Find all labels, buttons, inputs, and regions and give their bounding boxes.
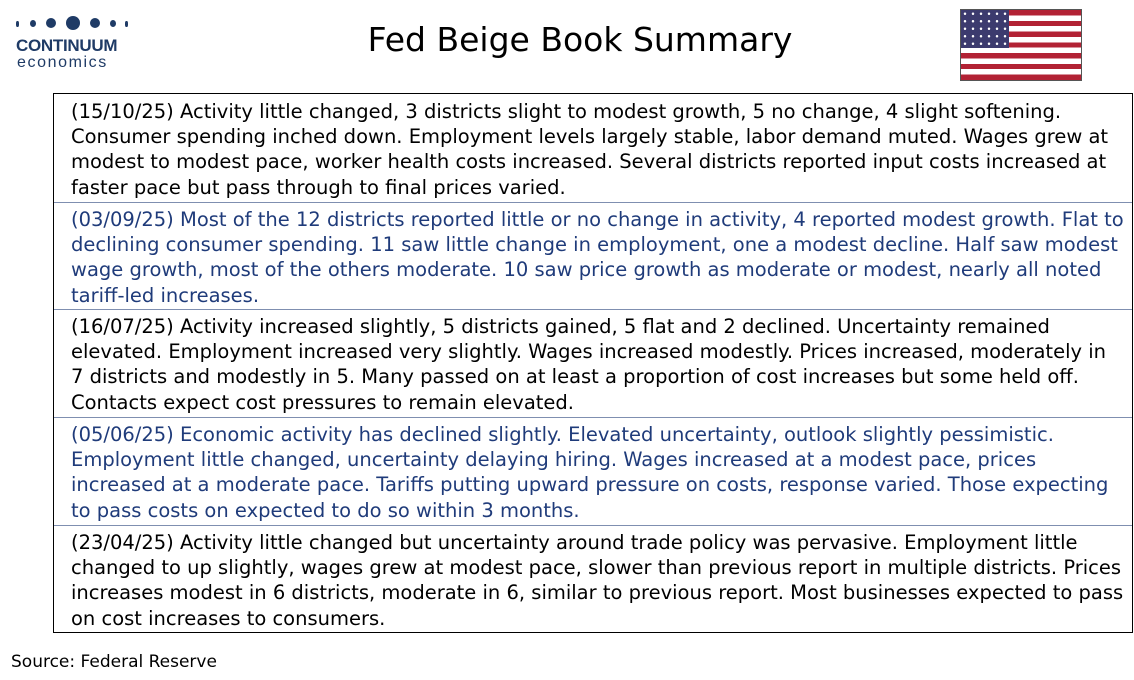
summary-entry-2025-06-05: (05/06/25) Economic activity has declined slightly. Elevated uncertainty, outlook slightly pessimistic. Employment little changed, uncertainty delaying hiring. Wages increased at a modest pace, prices increased at a moderate pace. Tariffs putting upward pressure on costs, response varied. Those expecting to pass costs on expected to do so within 3 months. [71, 423, 1109, 522]
logo-wordmark: CONTINUUM [16, 36, 118, 55]
summary-entry-2025-04-23: (23/04/25) Activity little changed but uncertainty around trade policy was pervasive. Employment little changed to up slightly, wages grew at modest pace, slower than previous report in multiple districts. Prices increases modest in 6 districts, moderate in 6, similar to previous report. Most businesses expected to pass on cost increases to consumers. [71, 531, 1124, 630]
us-flag-icon [961, 10, 1081, 80]
flag-canton [961, 10, 1009, 48]
summary-entry-2025-07-16: (16/07/25) Activity increased slightly, 5 districts gained, 5 flat and 2 declined. Uncertainty remained elevated. Employment increased very slightly. Wages increased modestly. Prices increased, moderately in 7 districts and modestly in 5. Many passed on at least a proportion of cost increases but some held off. Contacts expect cost pressures to remain elevated. [71, 315, 1107, 414]
summary-entry-2025-10-15: (15/10/25) Activity little changed, 3 districts slight to modest growth, 5 no change, 4 slight softening. Consumer spending inched down. Employment levels largely stable, labor demand muted. Wages grew at modest to modest pace, worker health costs increased. Several districts reported input costs increased at faster pace but pass through to final prices varied. [71, 100, 1109, 199]
continuum-economics-logo [14, 14, 134, 74]
summary-entry-2025-09-03: (03/09/25) Most of the 12 districts reported little or no change in activity, 4 reported modest growth. Flat to declining consumer spending. 11 saw little change in employment, one a modest decline. Half saw modest wage growth, most of the others moderate. 10 saw price growth as moderate or modest, nearly all noted tariff-led increases. [71, 208, 1124, 307]
page-title: Fed Beige Book Summary [367, 20, 793, 59]
source-note: Source: Federal Reserve [11, 652, 217, 672]
logo-subtitle: economics [17, 54, 108, 71]
logo-dots [16, 16, 130, 30]
summary-panel [53, 93, 1133, 633]
